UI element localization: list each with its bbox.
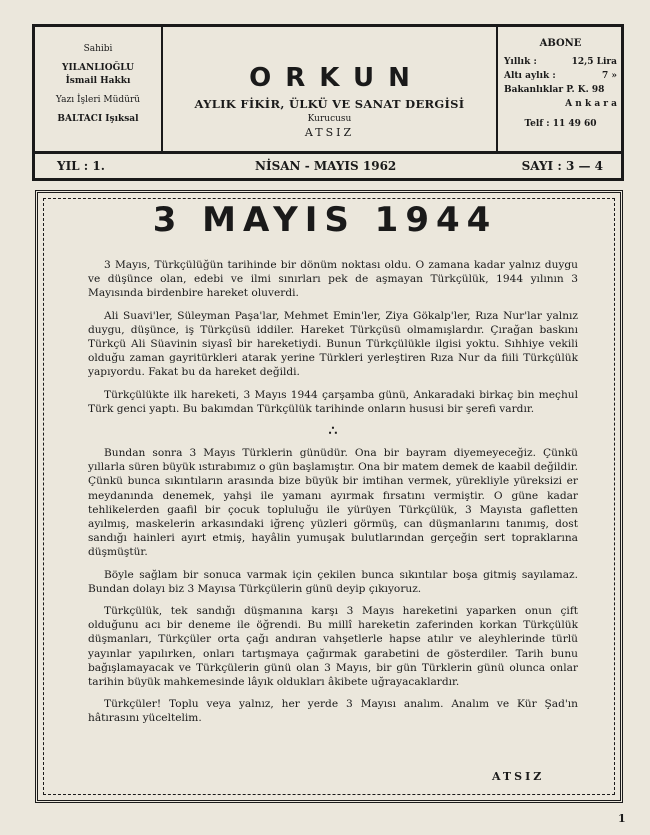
- city: A n k a r a: [565, 99, 617, 109]
- yearly-value: 12,5 Lira: [571, 57, 617, 67]
- founder-label: Kurucusu: [307, 114, 352, 124]
- editor-label: Yazı İşleri Müdürü: [55, 95, 141, 105]
- issue-date: NİSAN - MAYIS 1962: [255, 159, 397, 173]
- magazine-title: ORKUN: [249, 63, 424, 93]
- masthead-owner-box: [35, 27, 163, 151]
- section-separator: ∴: [328, 423, 338, 440]
- article-paragraph: Türkçülük, tek sandığı düşmanına karşı 3 Mayıs hareketini yaparken onun çift olduğunu acı bir deneme ile öğrendi. Bu millî hareketin zaferinden korkan Türkçülük düşmanları, Türkçüler orta çağı andıran vahşetlerle hapse atılır ve aleyhlerinde türlü yayınlar yapılırken, onları tartışmaya çağırmak garabetini de gösterdiler. Tarih bunu bağışlamayacak ve Türkçülerin günü olan 3 Mayıs, bir gün Türklerin günü olunca onlar tarihin büyük mahkemesinde lâyık oldukları âkibete uğrayacaklardır.: [88, 605, 578, 689]
- issue-number: SAYI : 3 — 4: [521, 159, 603, 173]
- city-row: [504, 97, 617, 111]
- article-signature: ATSIZ: [492, 770, 545, 783]
- article-paragraph: Bundan sonra 3 Mayıs Türklerin günüdür. Ona bir bayram diyemeyeceğiz. Çünkü yıllarla süren büyük ıstırabımız o gün başlamıştır. Ona bir matem demek de kaabil değildir. Çünkü bunca sıkıntıların arasında bize büyük bir imtihan vermek, yürekliyle yüreksizi er meydanında denemek, yahşi ile yamanı ayırmak fırsatını vermiştir. O güne kadar tehlikelerden gaafil bir çocuk topluluğu ile yürüyen Türkçülük, 3 Mayısta gafletten ayılmış, maskelerin arkasındaki iğrenç yüzleri görmüş, can düşmanlarını tanımış, dost sandığı hainleri ayırt etmiş, hayâlin yumuşak bulutlarından gerçeğin sert topraklarına düşmüştür.: [88, 447, 578, 559]
- issue-bar: [32, 154, 624, 181]
- magazine-subtitle: AYLIK FİKİR, ÜLKÜ VE SANAT DERGİSİ: [194, 97, 465, 111]
- article-paragraph: Türkçüler! Toplu veya yalnız, her yerde 3 Mayısı analım. Analım ve Kür Şad'ın hâtırasını yüceltelim.: [88, 698, 578, 725]
- six-month-label: Altı aylık :: [504, 71, 556, 81]
- owner-label: Sahibi: [83, 44, 113, 54]
- yearly-label: Yıllık :: [504, 57, 537, 67]
- article-paragraph: 3 Mayıs, Türkçülüğün tarihinde bir dönüm noktası oldu. O zamana kadar yalnız duygu ve düşünce olan, edebi ve ilmi sınırları pek de aşmayan Türkçülük, 1944 yılının 3 Mayısında birdenbire hareket oluverdi.: [88, 259, 578, 300]
- masthead-title-box: [163, 27, 496, 151]
- owner-name: YILANLIOĞLU: [62, 63, 134, 73]
- founder-name: ATSIZ: [304, 126, 355, 139]
- article-paragraph: Ali Suavi'ler, Süleyman Paşa'lar, Mehmet Emin'ler, Ziya Gökalp'ler, Rıza Nur'lar yalnız duygu, düşünce, iş Türkçüsü iddiler. Hareket Türkçüsü olmamışlardır. Çırağan baskını Türkçü Ali Süavinin siyasî bir hareketiydi. Bunun Türkçülükle ilgisi yoktu. Sıhhiye vekili olduğu zaman gayritürkleri atarak yerine Türkleri yerleştiren Rıza Nur da fiili Türkçülük yapıyordu. Fakat bu da hareket değildi.: [88, 309, 578, 379]
- phone: Telf : 11 49 60: [524, 119, 597, 129]
- postbox-text: Bakanlıklar P. K. 98: [504, 85, 605, 95]
- issue-year: YIL : 1.: [57, 159, 105, 173]
- postbox: [504, 83, 617, 97]
- article-paragraph: Türkçülükte ilk hareketi, 3 Mayıs 1944 çarşamba günü, Ankaradaki birkaç bin meçhul Türk genci yaptı. Bu bakımdan Türkçülük tarihinde onların hususi bir şerefi vardır.: [88, 388, 578, 415]
- subscription-heading: ABONE: [539, 38, 582, 49]
- yearly-price-row: [504, 55, 617, 69]
- article-title: 3 MAYIS 1944: [152, 200, 498, 240]
- masthead: [32, 24, 624, 154]
- six-month-price-row: [504, 69, 617, 83]
- page-number: 1: [618, 812, 626, 825]
- article-body: [88, 258, 578, 734]
- owner-given-name: İsmail Hakkı: [65, 76, 131, 86]
- six-month-value: 7 »: [601, 71, 617, 81]
- masthead-subscription-box: [496, 27, 621, 151]
- editor-name: BALTACI Işıksal: [57, 114, 139, 124]
- article-paragraph: Böyle sağlam bir sonuca varmak için çekilen bunca sıkıntılar boşa gitmiş sayılamaz. Bundan dolayı biz 3 Mayısa Türkçülerin günü deyip çıkıyoruz.: [88, 568, 578, 595]
